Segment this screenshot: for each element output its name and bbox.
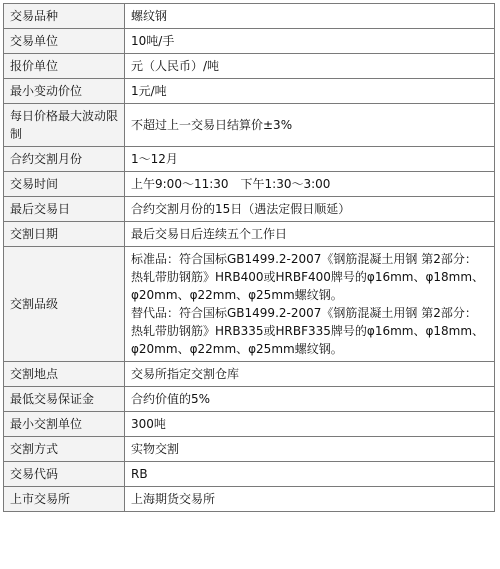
spec-value bbox=[125, 387, 495, 412]
spec-label: 交割品级 bbox=[4, 247, 125, 362]
spec-value bbox=[125, 247, 495, 362]
spec-label: 最后交易日 bbox=[4, 197, 125, 222]
spec-value-line: 300吨 bbox=[131, 417, 166, 431]
spec-label: 上市交易所 bbox=[4, 487, 125, 512]
spec-value-line: RB bbox=[131, 467, 148, 481]
spec-value bbox=[125, 54, 495, 79]
contract-spec-body bbox=[4, 4, 495, 512]
spec-label: 交割日期 bbox=[4, 222, 125, 247]
spec-value bbox=[125, 487, 495, 512]
spec-value bbox=[125, 222, 495, 247]
spec-value-line: 最后交易日后连续五个工作日 bbox=[131, 227, 288, 241]
spec-value-line: 10吨/手 bbox=[131, 34, 175, 48]
spec-row bbox=[4, 437, 495, 462]
spec-row bbox=[4, 412, 495, 437]
spec-row bbox=[4, 54, 495, 79]
spec-label: 交割方式 bbox=[4, 437, 125, 462]
spec-value-line: 上午9:00～11:30 下午1:30～3:00 bbox=[131, 177, 331, 191]
spec-value-line: 元（人民币）/吨 bbox=[131, 59, 220, 73]
spec-value-line: 交易所指定交割仓库 bbox=[131, 367, 240, 381]
spec-label: 最小变动价位 bbox=[4, 79, 125, 104]
spec-value-line: 合约价值的5% bbox=[131, 392, 211, 406]
spec-row bbox=[4, 247, 495, 362]
spec-label: 交易代码 bbox=[4, 462, 125, 487]
spec-row bbox=[4, 487, 495, 512]
spec-row bbox=[4, 387, 495, 412]
spec-label: 每日价格最大波动限制 bbox=[4, 104, 125, 147]
spec-label: 最低交易保证金 bbox=[4, 387, 125, 412]
spec-row bbox=[4, 197, 495, 222]
spec-row bbox=[4, 147, 495, 172]
spec-value-line: 螺纹钢 bbox=[131, 9, 168, 23]
spec-value-line: 实物交割 bbox=[131, 442, 180, 456]
spec-value bbox=[125, 437, 495, 462]
spec-value bbox=[125, 172, 495, 197]
spec-value bbox=[125, 147, 495, 172]
spec-value-line: 替代品：符合国标GB1499.2-2007《钢筋混凝土用钢 第2部分：热轧带肋钢筋》HRB335或HRBF335牌号的φ16mm、φ18mm、φ20mm、φ22mm、φ25mm螺纹钢。 bbox=[131, 306, 485, 356]
spec-row bbox=[4, 362, 495, 387]
spec-value bbox=[125, 462, 495, 487]
contract-spec-table bbox=[3, 3, 495, 512]
spec-label: 交割地点 bbox=[4, 362, 125, 387]
spec-row bbox=[4, 79, 495, 104]
spec-value bbox=[125, 79, 495, 104]
spec-value bbox=[125, 104, 495, 147]
spec-value bbox=[125, 362, 495, 387]
spec-row bbox=[4, 172, 495, 197]
spec-value-line: 1～12月 bbox=[131, 152, 178, 166]
spec-label: 交易单位 bbox=[4, 29, 125, 54]
spec-label: 合约交割月份 bbox=[4, 147, 125, 172]
spec-row bbox=[4, 222, 495, 247]
spec-value bbox=[125, 197, 495, 222]
spec-label: 交易品种 bbox=[4, 4, 125, 29]
spec-row bbox=[4, 104, 495, 147]
spec-value-line: 合约交割月份的15日（遇法定假日顺延） bbox=[131, 202, 351, 216]
spec-value bbox=[125, 412, 495, 437]
spec-value bbox=[125, 4, 495, 29]
spec-label: 最小交割单位 bbox=[4, 412, 125, 437]
spec-value bbox=[125, 29, 495, 54]
spec-row bbox=[4, 29, 495, 54]
spec-value-line: 上海期货交易所 bbox=[131, 492, 216, 506]
spec-value-line: 不超过上一交易日结算价±3% bbox=[131, 118, 293, 132]
spec-row bbox=[4, 462, 495, 487]
spec-row bbox=[4, 4, 495, 29]
spec-label: 报价单位 bbox=[4, 54, 125, 79]
spec-value-line: 标准品：符合国标GB1499.2-2007《钢筋混凝土用钢 第2部分：热轧带肋钢筋》HRB400或HRBF400牌号的φ16mm、φ18mm、φ20mm、φ22mm、φ25mm螺纹钢。 bbox=[131, 252, 485, 302]
spec-value-line: 1元/吨 bbox=[131, 84, 167, 98]
spec-label: 交易时间 bbox=[4, 172, 125, 197]
